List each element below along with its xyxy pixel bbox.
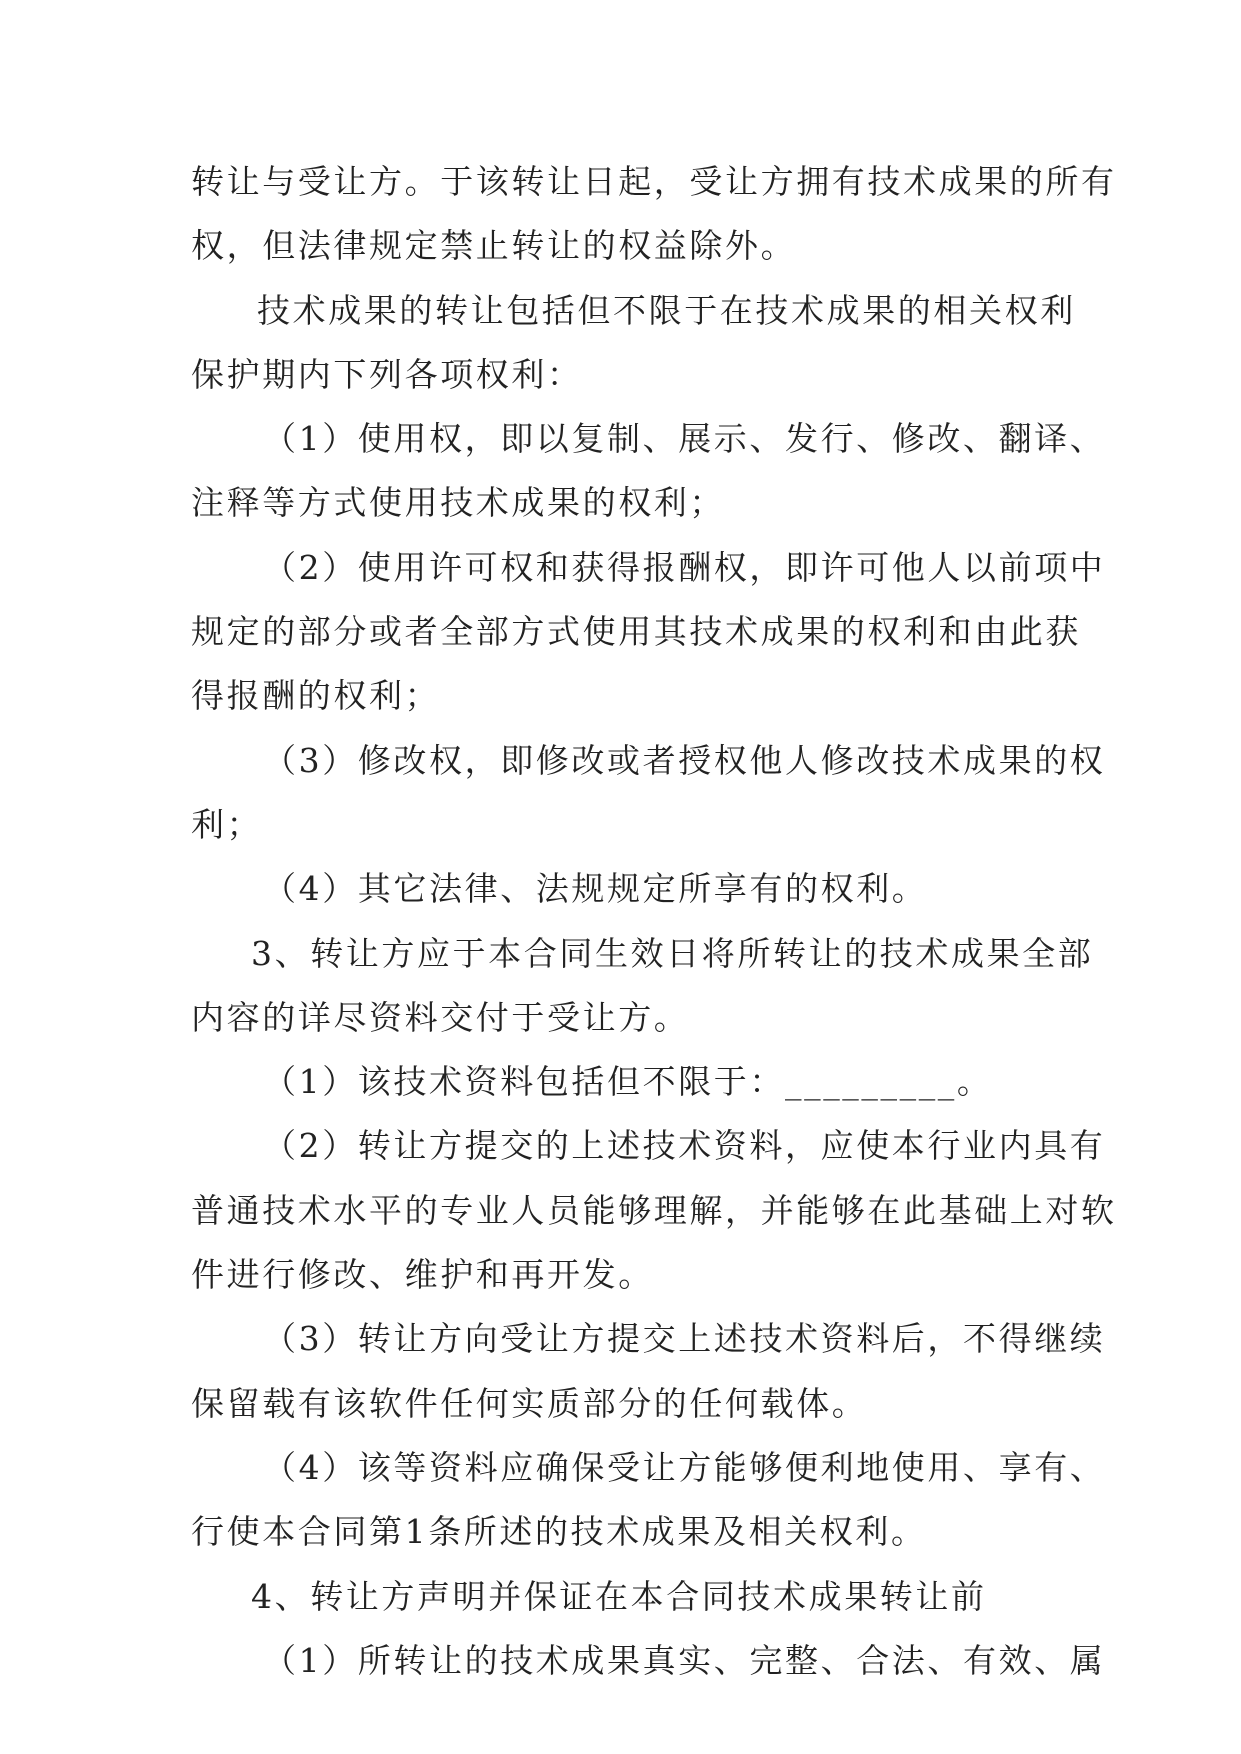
text-line: 转让与受让方。于该转让日起，受让方拥有技术成果的所有 (191, 162, 1117, 201)
text-line: 权，但法律规定禁止转让的权益除外。 (191, 226, 797, 266)
list-item-line: （2）转让方提交的上述技术资料，应使本行业内具有 (263, 1126, 1106, 1166)
list-item-line: （2）使用许可权和获得报酬权，即许可他人以前项中 (263, 547, 1106, 587)
text-line: 注释等方式使用技术成果的权利； (191, 483, 725, 523)
list-item-line: （1）使用权，即以复制、展示、发行、修改、翻译、 (263, 419, 1106, 459)
list-item-line: （4）其它法律、法规规定所享有的权利。 (263, 869, 928, 909)
text-line: 行使本合同第1条所述的技术成果及相关权利。 (191, 1512, 927, 1552)
section-line: 3、转让方应于本合同生效日将所转让的技术成果全部 (251, 933, 1094, 973)
document-body (191, 150, 1117, 1693)
text-line: 普通技术水平的专业人员能够理解，并能够在此基础上对软 (191, 1190, 1117, 1230)
text-line: 利； (191, 804, 263, 844)
text-line: 件进行修改、维护和再开发。 (191, 1255, 654, 1295)
text-line: 保护期内下列各项权利： (191, 354, 583, 394)
list-item-line: （3）转让方向受让方提交上述技术资料后，不得继续 (263, 1319, 1106, 1359)
text-line: 内容的详尽资料交付于受让方。 (191, 997, 690, 1037)
text-line: 规定的部分或者全部方式使用其技术成果的权利和由此获 (191, 612, 1081, 652)
section-line: 4、转让方声明并保证在本合同技术成果转让前 (251, 1576, 987, 1616)
list-item-line: （1）该技术资料包括但不限于：_________。 (263, 1062, 993, 1102)
list-item-line: （3）修改权，即修改或者授权他人修改技术成果的权 (263, 740, 1106, 780)
paragraph-start-line: 技术成果的转让包括但不限于在技术成果的相关权利 (257, 290, 1076, 330)
list-item-line: （1）所转让的技术成果真实、完整、合法、有效、属 (263, 1640, 1106, 1680)
text-line: 保留载有该软件任何实质部分的任何载体。 (191, 1383, 868, 1423)
list-item-line: （4）该等资料应确保受让方能够便利地使用、享有、 (263, 1447, 1106, 1487)
text-line: 得报酬的权利； (191, 676, 441, 716)
